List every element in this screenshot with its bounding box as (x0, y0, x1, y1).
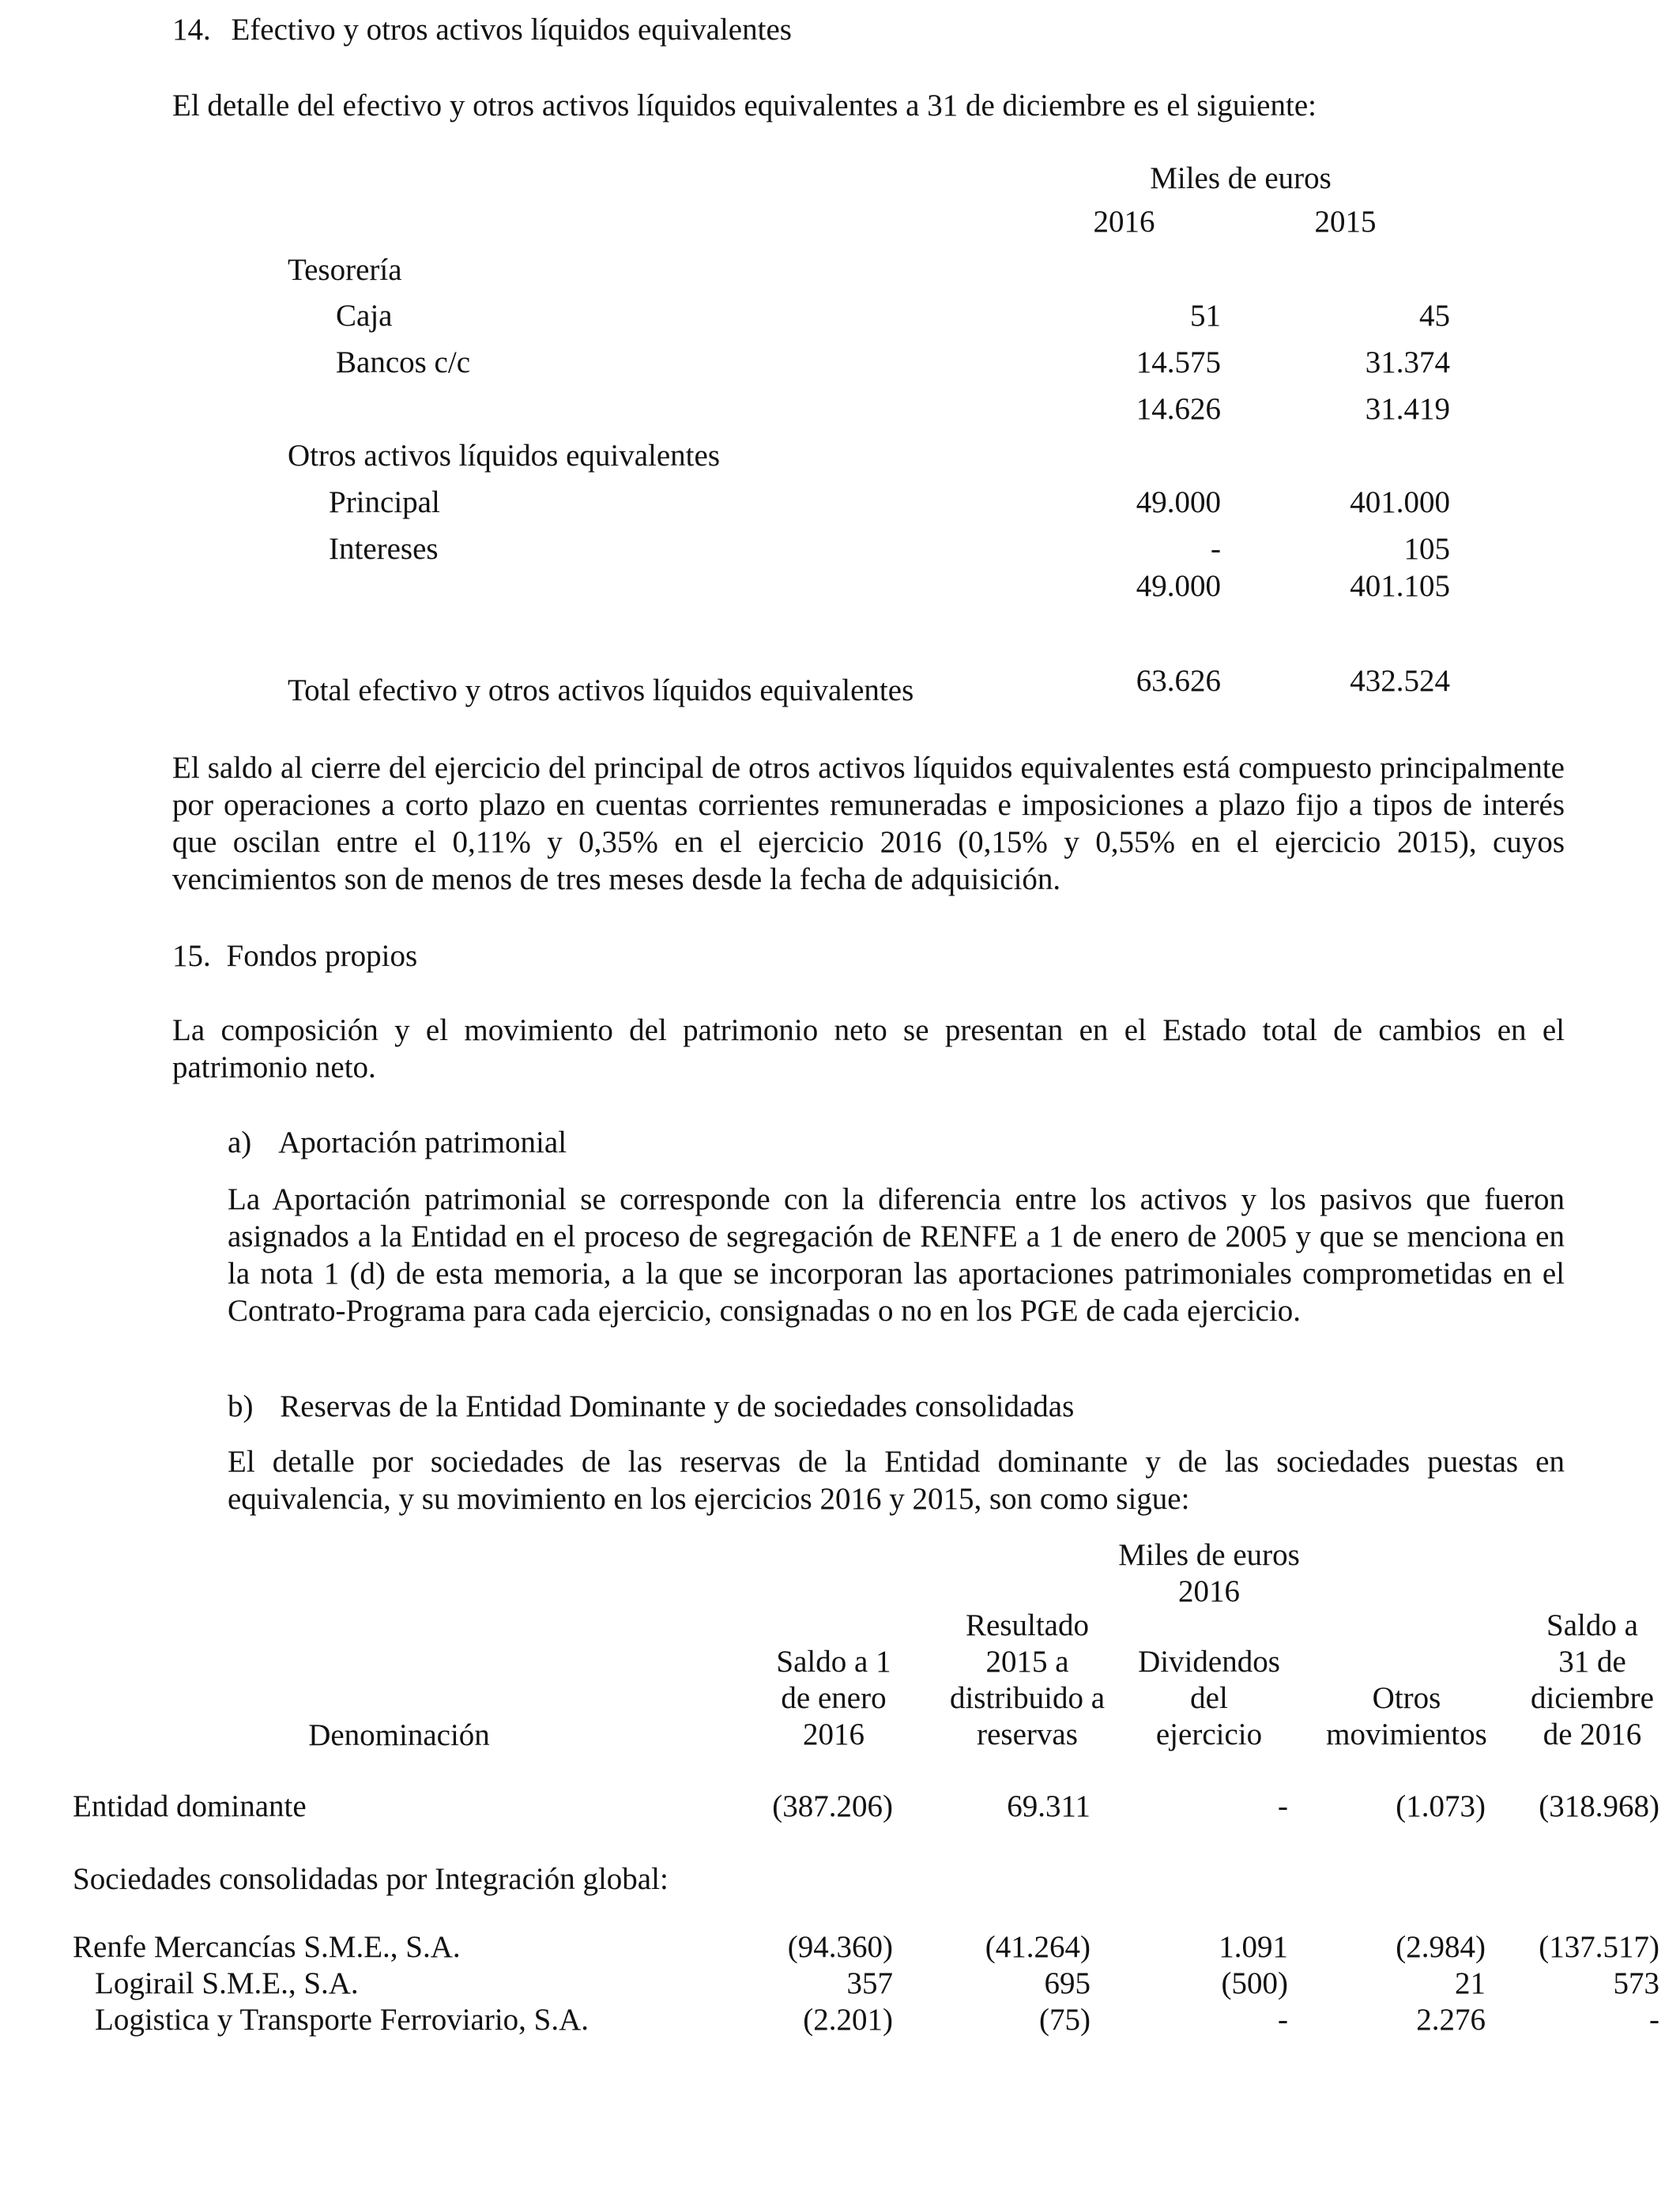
header-line: Resultado (966, 1608, 1089, 1642)
header-line: distribuido a (949, 1681, 1106, 1715)
cell-dividendos: - (1278, 2003, 1288, 2037)
sociedades-label: Sociedades consolidadas por Integración global: (73, 1862, 669, 1896)
total-2015: 432.524 (1350, 664, 1450, 698)
total-2016: 63.626 (1136, 664, 1221, 698)
header-dividendos (1126, 1644, 1292, 1753)
header-saldo-final (1509, 1608, 1675, 1753)
sub-a-letter: a) (228, 1125, 252, 1159)
denominacion-header: Denominación (308, 1718, 490, 1752)
cell-saldo-final: (137.517) (1539, 1930, 1659, 1964)
section-15-intro: La composición y el movimiento del patrimonio neto se presentan en el Estado total de cambios en el patrimonio neto. (172, 1013, 1565, 1084)
row-label: Logirail S.M.E., S.A. (95, 1966, 359, 2000)
section-14-intro: El detalle del efectivo y otros activos líquidos equivalentes a 31 de diciembre es el siguiente: (172, 89, 1317, 123)
header-otros (1312, 1680, 1501, 1753)
section-15-title: Fondos propios (226, 939, 418, 973)
cash-table-year-2016: 2016 (1093, 205, 1155, 239)
header-line: Saldo a (1546, 1608, 1638, 1642)
principal-label: Principal (329, 485, 440, 519)
bancos-2015: 31.374 (1365, 345, 1450, 379)
section-14-title: Efectivo y otros activos líquidos equivalentes (231, 13, 792, 47)
total-label: Total efectivo y otros activos líquidos equivalentes (288, 673, 914, 707)
header-line: movimientos (1326, 1717, 1487, 1751)
header-line: de enero (781, 1681, 887, 1715)
tesoreria-label: Tesorería (288, 253, 402, 287)
subtotal-tesoreria-2016: 14.626 (1136, 392, 1221, 426)
section-15-heading (172, 937, 417, 974)
header-line: del (1190, 1681, 1228, 1715)
cell-resultado: 695 (1044, 1966, 1090, 2000)
section-14-heading (172, 11, 792, 48)
principal-2016: 49.000 (1136, 485, 1221, 519)
sub-a-heading (228, 1124, 567, 1161)
cell-otros: (2.984) (1396, 1930, 1486, 1964)
header-line: 31 de (1558, 1645, 1626, 1679)
bancos-label: Bancos c/c (336, 345, 471, 379)
header-line: reservas (977, 1717, 1078, 1751)
reserves-table-unit: Miles de euros (1118, 1538, 1300, 1572)
cell-resultado: (75) (1039, 2003, 1090, 2037)
header-saldo-inicial (747, 1644, 921, 1753)
intereses-label: Intereses (329, 532, 439, 566)
sub-b-text: El detalle por sociedades de las reservas de la Entidad dominante y de las sociedades puestas en equivalencia, y su movimiento en los ejercicios 2016 y 2015, son como sigue: (228, 1445, 1565, 1516)
header-line: 2016 (803, 1717, 864, 1751)
header-line: diciembre (1531, 1681, 1654, 1715)
cell-otros: 2.276 (1416, 2003, 1486, 2037)
sub-b-title: Reservas de la Entidad Dominante y de sociedades consolidadas (280, 1389, 1075, 1423)
row-label: Renfe Mercancías S.M.E., S.A. (73, 1930, 461, 1964)
bancos-2016: 14.575 (1136, 345, 1221, 379)
cell-saldo-final: (318.968) (1539, 1789, 1659, 1823)
intereses-2015: 105 (1403, 532, 1450, 566)
section-14-number: 14. (172, 13, 211, 47)
caja-label: Caja (336, 299, 393, 333)
sub-b-heading (228, 1388, 1074, 1425)
cash-table-unit: Miles de euros (1150, 161, 1332, 195)
subtotal-tesoreria-2015: 31.419 (1365, 392, 1450, 426)
cell-otros: 21 (1455, 1966, 1486, 2000)
cell-saldo-inicial: (2.201) (803, 2003, 893, 2037)
cell-saldo-inicial: (94.360) (787, 1930, 893, 1964)
cell-saldo-inicial: (387.206) (772, 1789, 893, 1823)
caja-2015: 45 (1419, 299, 1450, 333)
otros-activos-label: Otros activos líquidos equivalentes (288, 439, 720, 473)
cash-table-year-2015: 2015 (1314, 205, 1377, 239)
saldo-paragraph: El saldo al cierre del ejercicio del principal de otros activos líquidos equivalentes está compuesto principalmente por operaciones a corto plazo en cuentas corrientes remuneradas e imposiciones a plazo fijo a tipos de interés que oscilan entre el 0,11% y 0,35% en el ejercicio 2016 (0,15% y 0,55% en el ejercicio 2015), cuyos vencimientos son de menos de tres meses desde la fecha de adquisición. (172, 751, 1565, 896)
cell-resultado: 69.311 (1007, 1789, 1090, 1823)
header-resultado (929, 1608, 1126, 1753)
intereses-2016: - (1211, 532, 1221, 566)
sub-a-title: Aportación patrimonial (278, 1125, 567, 1159)
row-label: Logistica y Transporte Ferroviario, S.A. (95, 2003, 590, 2037)
header-line: ejercicio (1155, 1717, 1263, 1751)
caja-2016: 51 (1190, 299, 1221, 333)
header-line: 2015 a (985, 1645, 1069, 1679)
reserves-table-year: 2016 (1178, 1574, 1240, 1608)
header-line: Dividendos (1138, 1645, 1280, 1679)
section-15-number: 15. (172, 939, 211, 973)
row-label: Entidad dominante (73, 1789, 307, 1823)
cell-saldo-inicial: 357 (846, 1966, 893, 2000)
cell-dividendos: (500) (1221, 1966, 1288, 2000)
sub-a-text: La Aportación patrimonial se corresponde con la diferencia entre los activos y los pasivos que fueron asignados a la Entidad en el proceso de segregación de RENFE a 1 de enero de 2005 y que se menciona en la nota 1 (d) de esta memoria, a la que se incorporan las aportaciones patrimoniales comprometidas en el Contrato-Programa para cada ejercicio, consignadas o no en los PGE de cada ejercicio. (228, 1182, 1565, 1328)
sub-b-letter: b) (228, 1389, 254, 1423)
cell-saldo-final: 573 (1613, 1966, 1659, 2000)
subtotal-otros-2016: 49.000 (1136, 569, 1221, 603)
principal-2015: 401.000 (1350, 485, 1450, 519)
header-line: de 2016 (1543, 1717, 1642, 1751)
cell-otros: (1.073) (1396, 1789, 1486, 1823)
header-line: Saldo a 1 (776, 1645, 891, 1679)
cell-dividendos: - (1278, 1789, 1288, 1823)
cell-resultado: (41.264) (985, 1930, 1090, 1964)
cell-saldo-final: - (1649, 2003, 1659, 2037)
subtotal-otros-2015: 401.105 (1350, 569, 1450, 603)
cell-dividendos: 1.091 (1219, 1930, 1288, 1964)
header-line: Otros (1372, 1681, 1441, 1715)
